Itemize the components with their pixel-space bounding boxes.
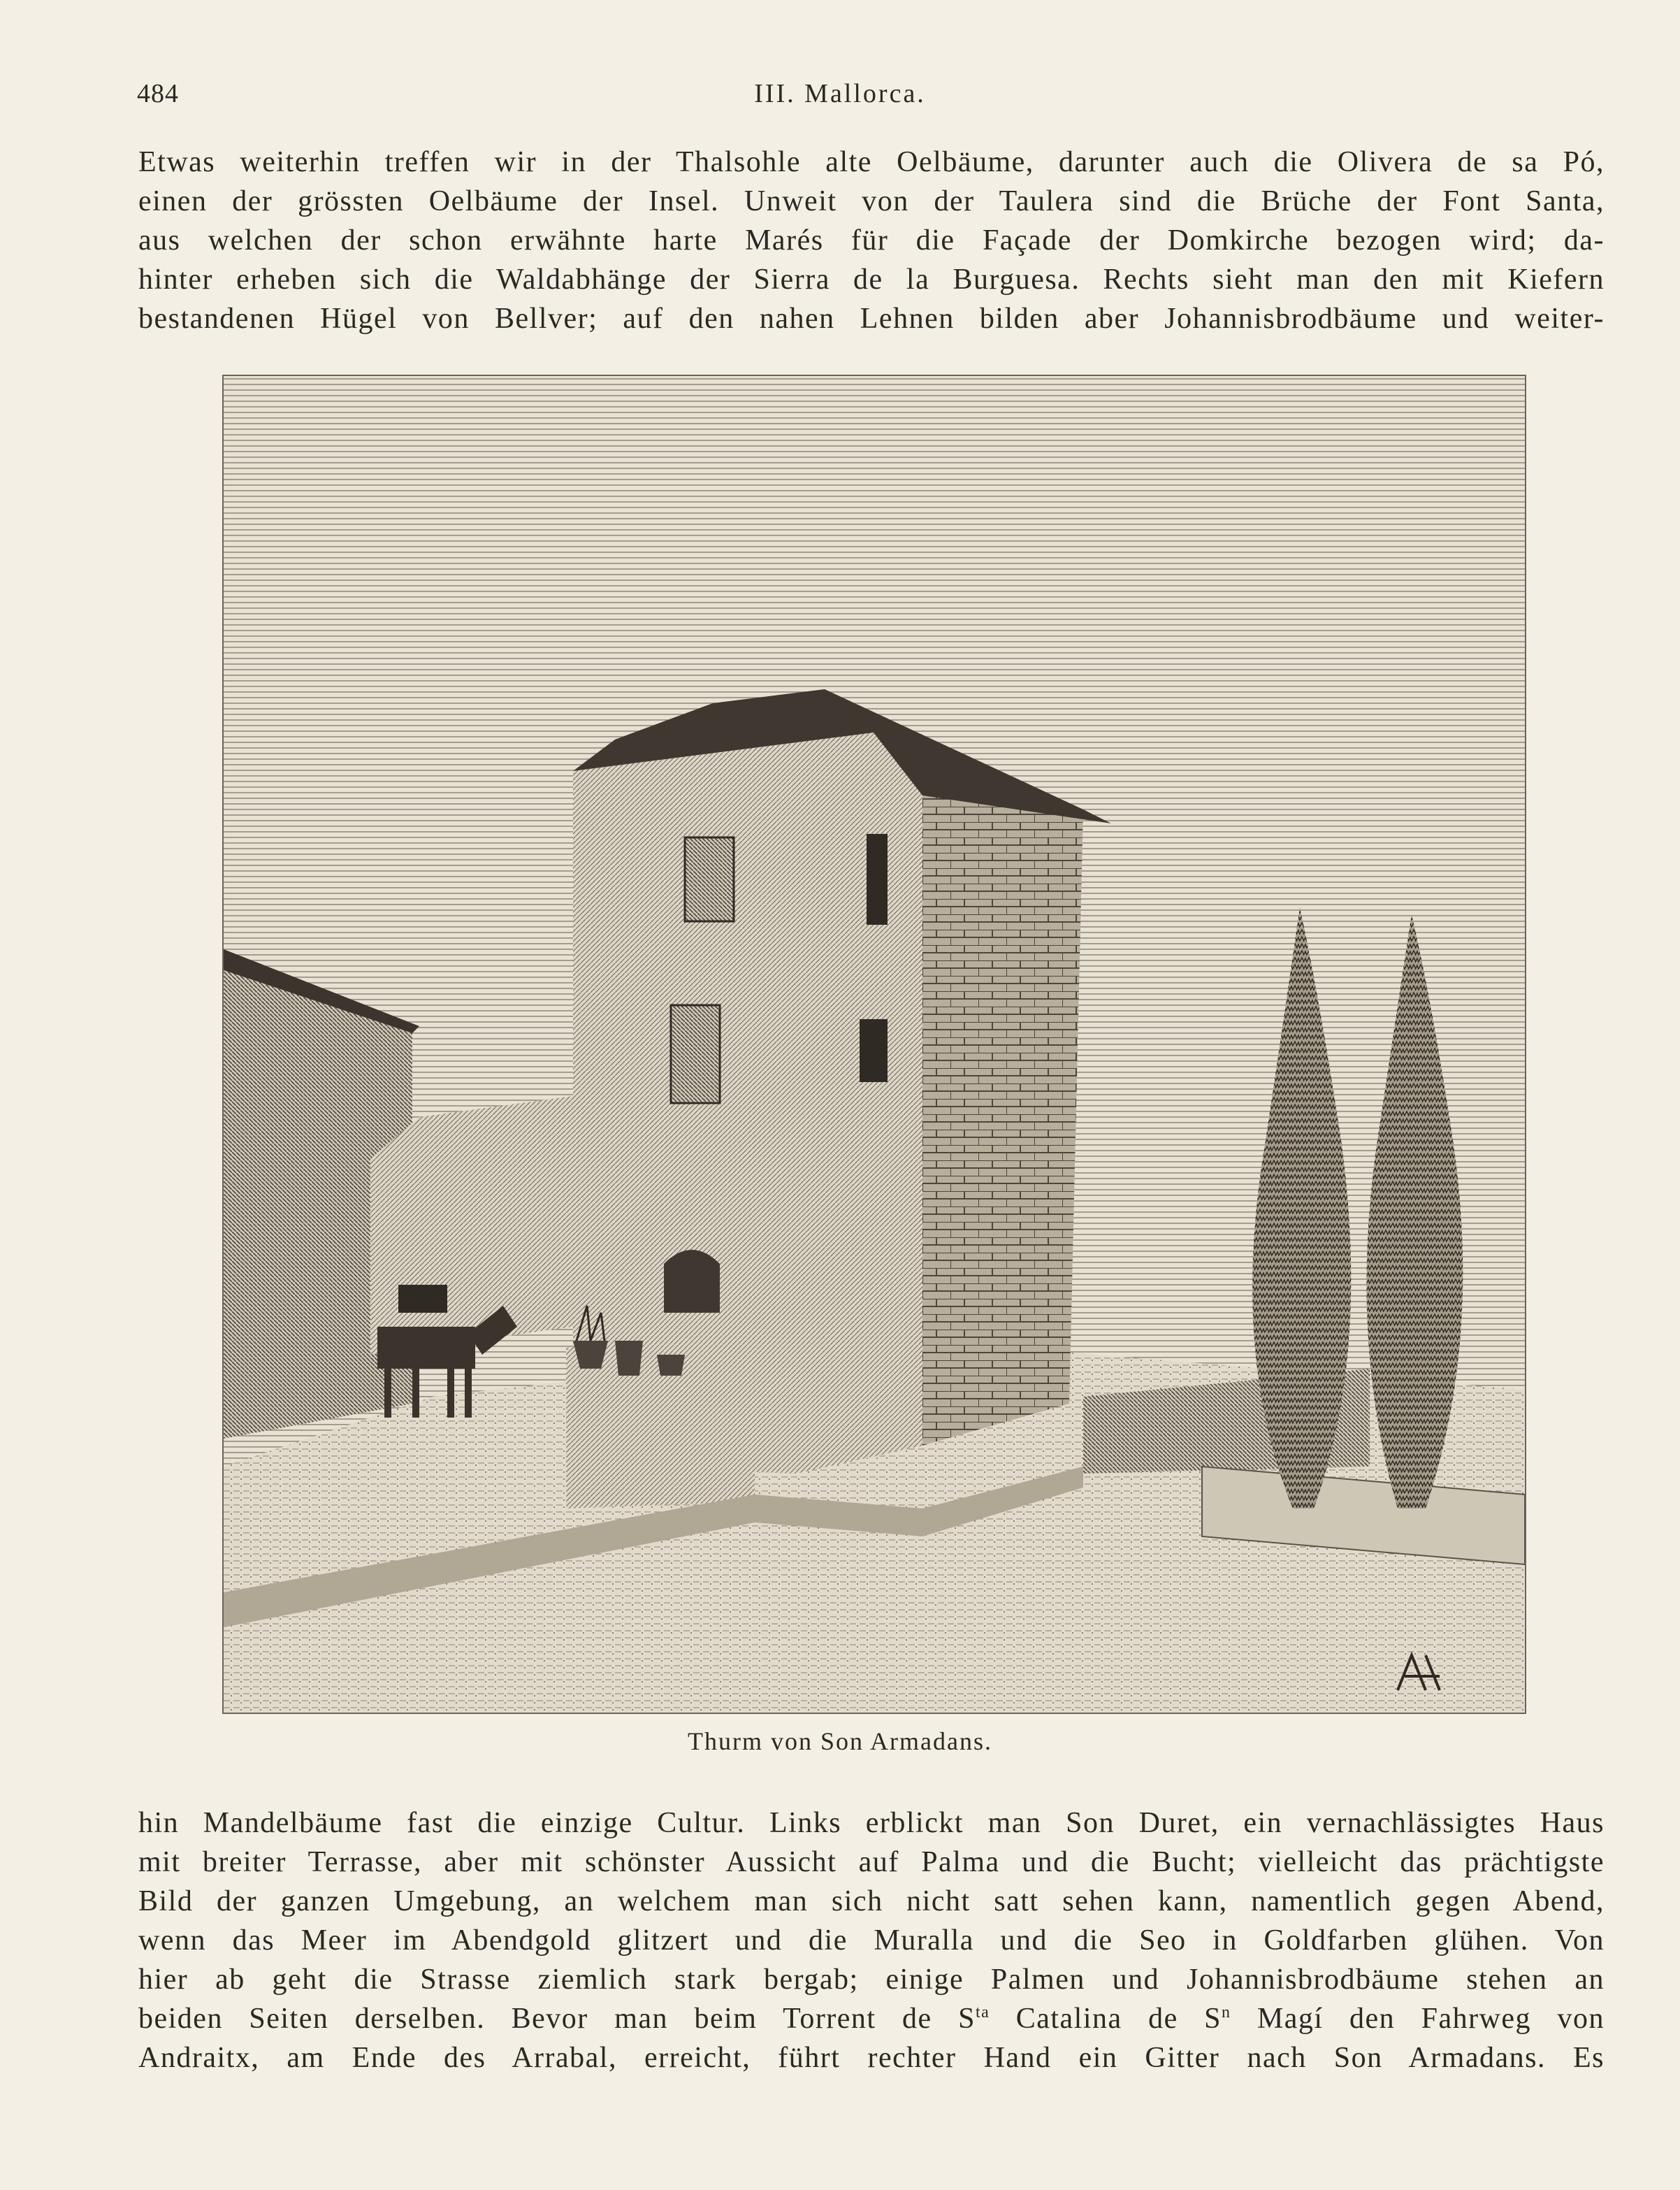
text-line: bestandenen Hügel von Bellver; auf den nahen Lehnen bilden aber Johannisbrodbäume und weiter- — [138, 303, 1605, 335]
figure-caption: Thurm von Son Armadans. — [688, 1727, 992, 1755]
superscript: ta — [975, 2003, 990, 2022]
page-number: 484 — [137, 79, 179, 108]
tower-door — [664, 1250, 720, 1313]
text-line: mit breiter Terrasse, aber mit schönster Aussicht auf Palma und die Bucht; vielleicht das prächtigste — [138, 1846, 1605, 1878]
text-line: Etwas weiterhin treffen wir in der Thalsohle alte Oelbäume, darunter auch die Olivera de sa Pó, — [138, 146, 1605, 178]
text-line: wenn das Meer im Abendgold glitzert und die Muralla und die Seo in Goldfarben glühen. Von — [138, 1924, 1605, 1957]
engraving-figure — [222, 375, 1526, 1714]
text-line: einen der grössten Oelbäume der Insel. Unweit von der Taulera sind die Brüche der Font Santa, — [138, 185, 1605, 217]
text-line: aus welchen der schon erwähnte harte Marés für die Façade der Domkirche bezogen wird; da- — [138, 224, 1605, 257]
running-head: III. Mallorca. — [754, 79, 926, 108]
text-segment: Magí den Fahrweg von — [1231, 2003, 1605, 2035]
tower-engraving-illustration — [224, 376, 1525, 1713]
text-segment: beiden Seiten derselben. Bevor man beim Torrent de S — [138, 2003, 976, 2035]
body-paragraph-top — [138, 143, 1605, 338]
middle-building — [370, 1096, 573, 1355]
text-line: hin Mandelbäume fast die einzige Cultur. Links erblickt man Son Duret, ein vernachlässigtes Haus — [138, 1807, 1605, 1839]
text-line: Andraitx, am Ende des Arrabal, erreicht, führt rechter Hand ein Gitter nach Son Armadans. Es — [138, 2042, 1605, 2074]
text-segment: Catalina de S — [990, 2003, 1222, 2035]
text-line: hinter erheben sich die Waldabhänge der Sierra de la Burguesa. Rechts sieht man den mit Kiefern — [138, 264, 1605, 296]
text-line — [138, 1999, 1605, 2038]
body-paragraph-bottom — [138, 1803, 1605, 2077]
text-line: Bild der ganzen Umgebung, an welchem man sich nicht satt sehen kann, namentlich gegen Abend, — [138, 1885, 1605, 1917]
text-line: hier ab geht die Strasse ziemlich stark bergab; einige Palmen und Johannisbrodbäume stehen an — [138, 1964, 1605, 1996]
superscript: n — [1222, 2003, 1231, 2022]
